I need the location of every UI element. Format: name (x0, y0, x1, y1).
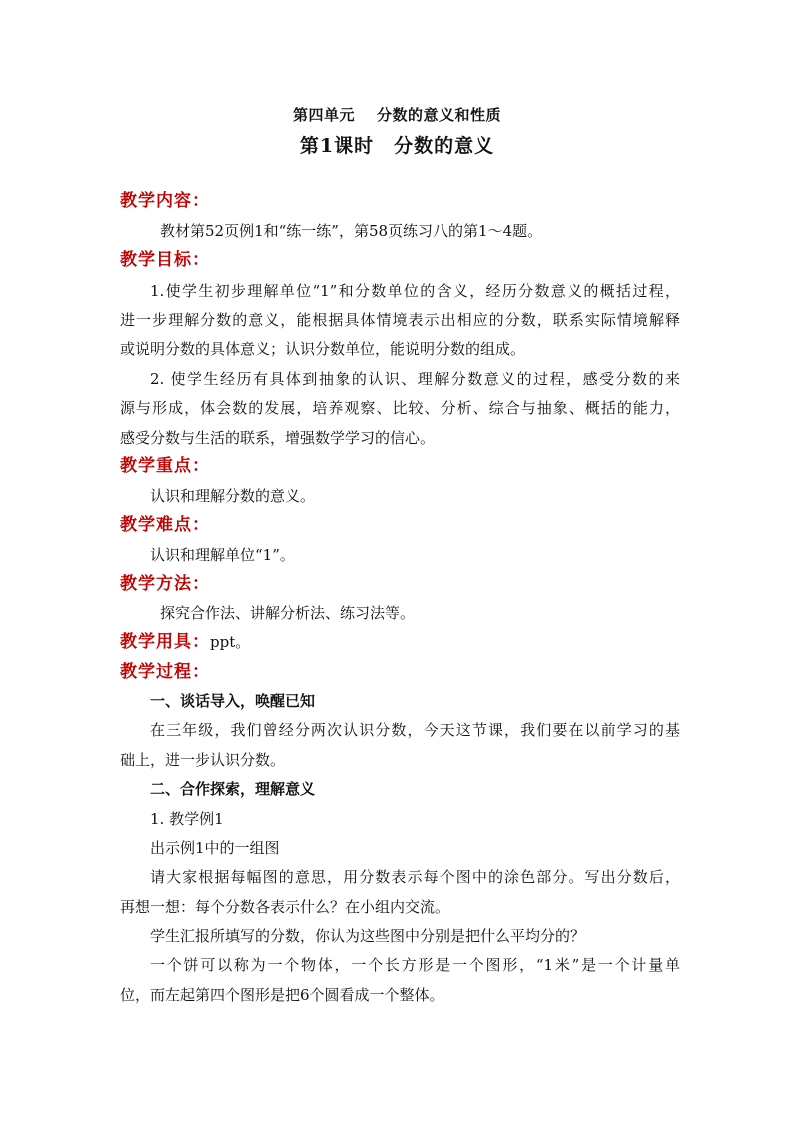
goal-1-line-2: 进一步理解分数的意义，能根据具体情境表示出相应的分数，联系实际情境解释 (120, 311, 680, 329)
process-step-1-show: 出示例1中的一组图 (150, 839, 280, 857)
section-heading-content: 教学内容： (120, 191, 210, 211)
difficulty-text: 认识和理解单位“1”。 (150, 546, 295, 564)
method-text: 探究合作法、讲解分析法、练习法等。 (160, 604, 416, 622)
lesson-title (0, 131, 794, 158)
process-para3-line-2: 位，而左起第四个图形是把6个圆看成一个整体。 (120, 986, 445, 1004)
section-tools (120, 632, 680, 652)
goal-1-line-3: 或说明分数的具体意义；认识分数单位，能说明分数的组成。 (120, 340, 526, 358)
process-para2: 学生汇报所填写的分数，你认为这些图中分别是把什么平均分的？ (150, 927, 586, 945)
unit-label: 第四单元 (292, 106, 355, 124)
section-heading-tools: 教学用具： (120, 632, 210, 652)
unit-title (0, 104, 794, 125)
key-point-text: 认识和理解分数的意义。 (150, 487, 316, 505)
section-heading-method: 教学方法： (120, 574, 210, 594)
lesson-name: 分数的意义 (394, 135, 495, 157)
unit-name: 分数的意义和性质 (377, 106, 502, 124)
tools-text: ppt。 (210, 633, 251, 651)
process-part1-line-1: 在三年级，我们曾经分两次认识分数，今天这节课，我们要在以前学习的基 (150, 721, 680, 739)
section-heading-goals: 教学目标： (120, 250, 210, 270)
goal-2-line-3: 感受分数与生活的联系，增强数学学习的信心。 (120, 429, 436, 447)
goal-1-line-1: 1.使学生初步理解单位“1”和分数单位的含义，经历分数意义的概括过程， (150, 282, 680, 300)
process-part1-line-2: 础上，进一步认识分数。 (120, 751, 286, 769)
process-part2-title: 二、合作探索，理解意义 (150, 780, 316, 798)
process-para3-line-1: 一个饼可以称为一个物体，一个长方形是一个图形，“1米”是一个计量单 (150, 956, 680, 974)
goal-2-line-2: 源与形成，体会数的发展，培养观察、比较、分析、综合与抽象、概括的能力， (120, 399, 680, 417)
section-heading-key-point: 教学重点： (120, 456, 210, 476)
content-text: 教材第52页例1和“练一练”，第58页练习八的第1～4题。 (160, 222, 543, 240)
process-step-1: 1. 教学例1 (150, 810, 224, 828)
lesson-label: 第1课时 (299, 135, 375, 157)
process-para1-line-2: 再想一想：每个分数各表示什么？在小组内交流。 (120, 898, 451, 916)
section-heading-process: 教学过程： (120, 662, 210, 682)
process-para1-line-1: 请大家根据每幅图的意思，用分数表示每个图中的涂色部分。写出分数后， (150, 868, 680, 886)
section-heading-difficulty: 教学难点： (120, 515, 210, 535)
process-part1-title: 一、谈话导入，唤醒已知 (150, 692, 316, 710)
goal-2-line-1: 2. 使学生经历有具体到抽象的认识、理解分数意义的过程，感受分数的来 (150, 370, 680, 388)
